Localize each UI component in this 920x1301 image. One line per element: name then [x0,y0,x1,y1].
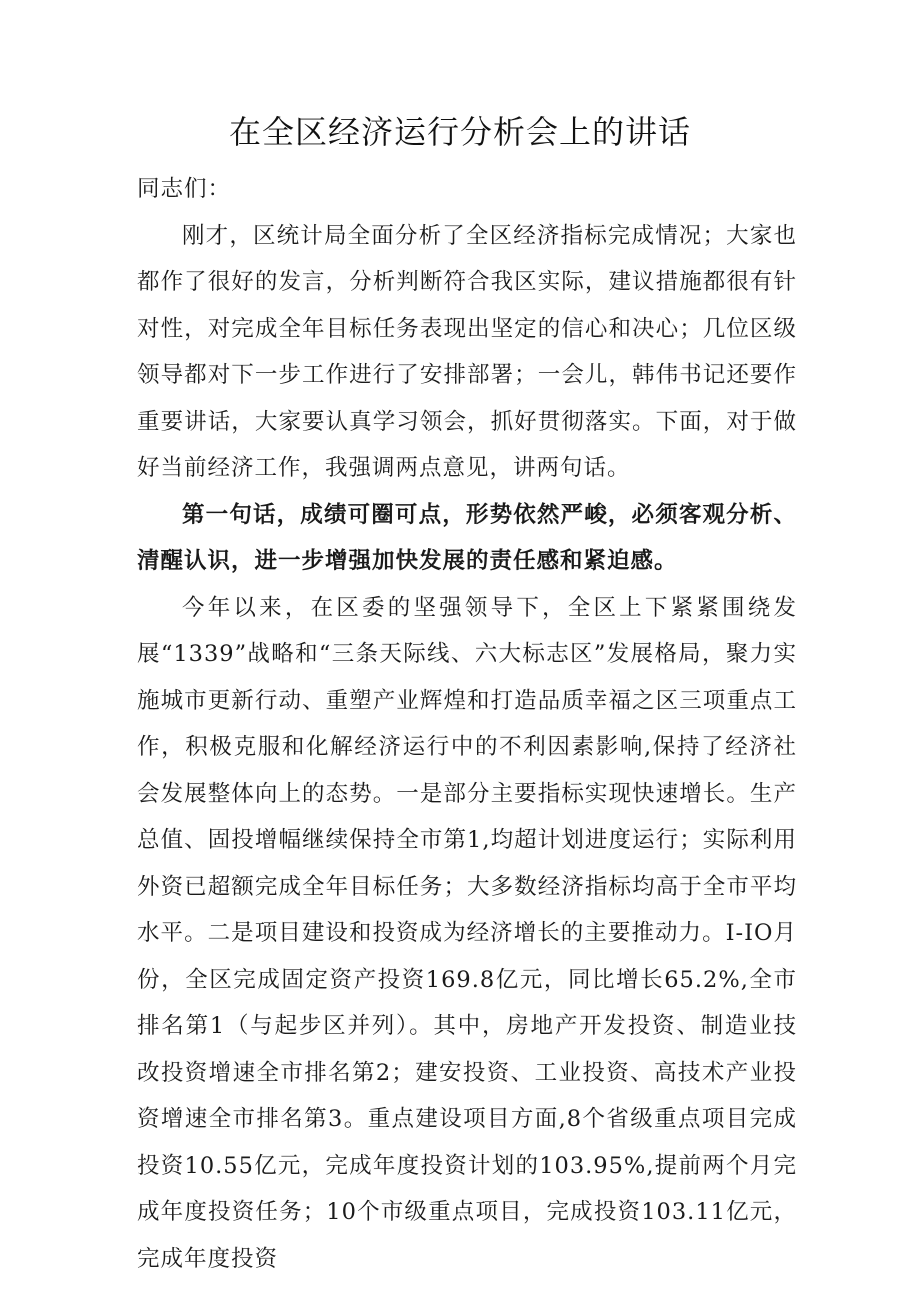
paragraph-achievements: 今年以来，在区委的坚强领导下，全区上下紧紧围绕发展“1339”战略和“三条天际线、六大标志区”发展格局，聚力实施城市更新行动、重塑产业辉煌和打造品质幸福之区三项重点工作，积极克服和化解经济运行中的不利因素影响,保持了经济社会发展整体向上的态势。一是部分主要指标实现快速增长。生产总值、固投增幅继续保持全市第1,均超计划进度运行；实际利用外资已超额完成全年目标任务；大多数经济指标均高于全市平均水平。二是项目建设和投资成为经济增长的主要推动力。I-IO月份，全区完成固定资产投资169.8亿元，同比增长65.2%,全市排名第1（与起步区并列）。其中，房地产开发投资、制造业技改投资增速全市排名第2；建安投资、工业投资、高技术产业投资增速全市排名第3。重点建设项目方面,8个省级重点项目完成投资10.55亿元，完成年度投资计划的103.95%,提前两个月完成年度投资任务；10个市级重点项目，完成投资103.11亿元，完成年度投资 [137,594,797,1272]
salutation: 同志们： [137,176,232,202]
document-body [137,166,797,1282]
document-title: 在全区经济运行分析会上的讲话 [228,113,691,151]
paragraph-heading-first-point: 第一句话，成绩可圈可点，形势依然严峻，必须客观分析、清醒认识，进一步增强加快发展的责任感和紧迫感。 [137,501,797,574]
paragraph-intro: 刚才，区统计局全面分析了全区经济指标完成情况；大家也都作了很好的发言，分析判断符合我区实际，建议措施都很有针对性，对完成全年目标任务表现出坚定的信心和决心；几位区级领导都对下一步工作进行了安排部署；一会儿，韩伟书记还要作重要讲话，大家要认真学习领会，抓好贯彻落实。下面，对于做好当前经济工作，我强调两点意见，讲两句话。 [137,222,797,481]
